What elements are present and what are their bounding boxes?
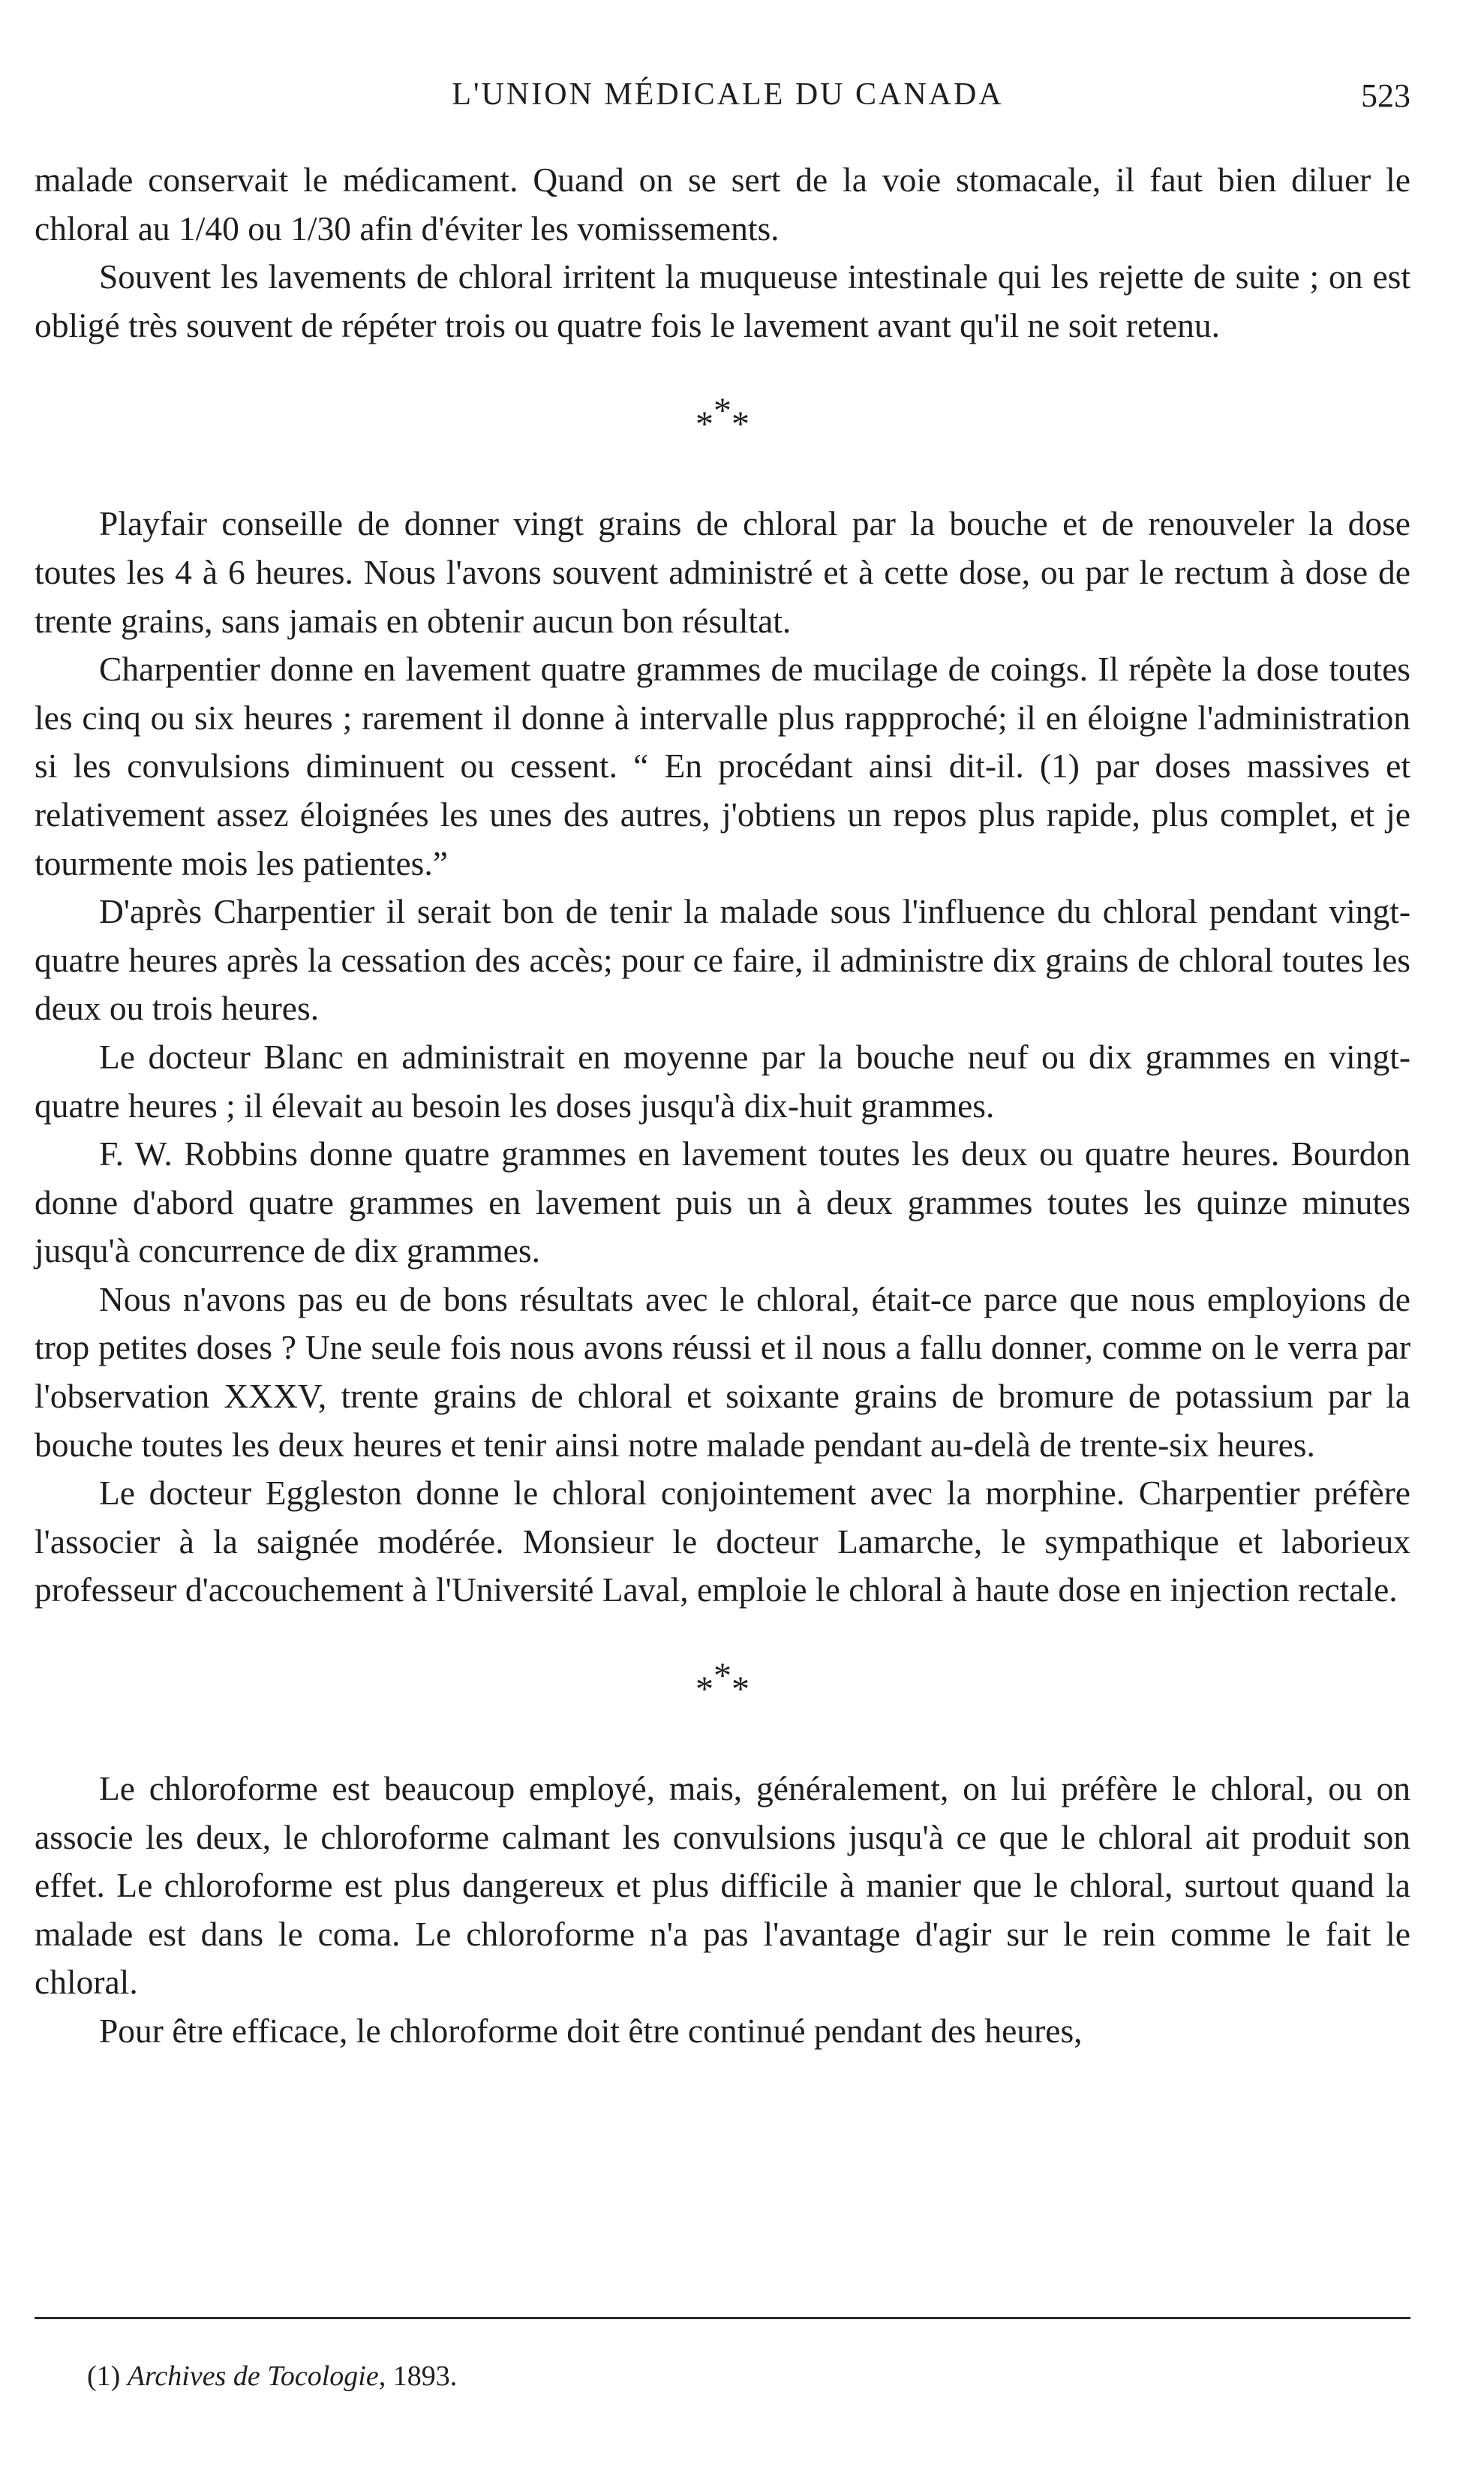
- paragraph-1: malade conservait le médicament. Quand on se sert de la voie stomacale, il faut bien diluer le chloral au 1/40 ou 1/30 afin d'éviter les vomissements.: [35, 161, 1410, 248]
- footnote-year: 1893.: [392, 2360, 458, 2392]
- paragraph-6: Le docteur Blanc en administrait en moyenne par la bouche neuf ou dix grammes en vingt-quatre heures ; il élevait au besoin les doses jusqu'à dix-huit grammes.: [35, 1037, 1410, 1125]
- paragraph-3: Playfair conseille de donner vingt grains de chloral par la bouche et de renouveler la dose toutes les 4 à 6 heures. Nous l'avons souvent administré et à cette dose, ou par le rectum à dose de trente grains, sans jamais en obtenir aucun bon résultat.: [35, 504, 1410, 640]
- footnote: [87, 2357, 457, 2395]
- page-number: 523: [1361, 77, 1410, 114]
- paragraph-5: D'après Charpentier il serait bon de tenir la malade sous l'influence du chloral pendant vingt-quatre heures après la cessation des accès; pour ce faire, il administre dix grains de chloral toutes les deux ou trois heures.: [35, 892, 1410, 1028]
- paragraph-7: F. W. Robbins donne quatre grammes en lavement toutes les deux ou quatre heures. Bourdon donne d'abord quatre grammes en lavement puis un à deux grammes toutes les quinze minutes jusqu'à concurrence de dix grammes.: [35, 1134, 1410, 1270]
- journal-title: L'UNION MÉDICALE DU CANADA: [452, 77, 1004, 112]
- footnote-marker: (1): [87, 2360, 121, 2392]
- paragraph-10: Le chloroforme est beaucoup employé, mais, généralement, on lui préfère le chloral, ou on associe les deux, le chloroforme calmant les convulsions jusqu'à ce que le chloral ait produit son effet. Le chloroforme est plus dangereux et plus difficile à manier que le chloral, surtout quand la malade est dans le coma. Le chloroforme n'a pas l'avantage d'agir sur le rein comme le fait le chloral.: [35, 1769, 1410, 2002]
- section-separator: [35, 350, 1410, 500]
- paragraph-2: Souvent les lavements de chloral irritent la muqueuse intestinale qui les rejette de suite ; on est obligé très souvent de répéter trois ou quatre fois le lavement avant qu'il ne soit retenu.: [35, 257, 1410, 344]
- separator-asterisks: ***: [695, 391, 750, 445]
- separator-asterisks: ***: [695, 1656, 750, 1710]
- paragraph-8: Nous n'avons pas eu de bons résultats avec le chloral, était-ce parce que nous employions de trop petites doses ? Une seule fois nous avons réussi et il nous a fallu donner, comme on le verra par l'observation XXXV, trente grains de chloral et soixante grains de bromure de potassium par la bouche toutes les deux heures et tenir ainsi notre malade pendant au-delà de trente-six heures.: [35, 1279, 1410, 1464]
- paragraph-4: Charpentier donne en lavement quatre grammes de mucilage de coings. Il répète la dose toutes les cinq ou six heures ; rarement il donne à intervalle plus rappproché; il en éloigne l'administration si les convulsions diminuent ou cessent. “ En procédant ainsi dit-il. (1) par doses massives et relativement assez éloignées les unes des autres, j'obtiens un repos plus rapide, plus complet, et je tourmente mois les patientes.”: [35, 650, 1410, 882]
- paragraph-11: Pour être efficace, le chloroforme doit être continué pendant des heures,: [99, 2012, 1083, 2050]
- running-header: [45, 74, 1410, 126]
- section-separator-2: [35, 1615, 1410, 1765]
- footnote-rule: [35, 2317, 1410, 2319]
- paragraph-9: Le docteur Eggleston donne le chloral conjointement avec la morphine. Charpentier préfère l'associer à la saignée modérée. Monsieur le docteur Lamarche, le sympathique et laborieux professeur d'accouchement à l'Université Laval, emploie le chloral à haute dose en injection rectale.: [35, 1474, 1410, 1609]
- body-text: [35, 156, 1410, 2056]
- footnote-source: Archives de Tocologie,: [127, 2360, 386, 2392]
